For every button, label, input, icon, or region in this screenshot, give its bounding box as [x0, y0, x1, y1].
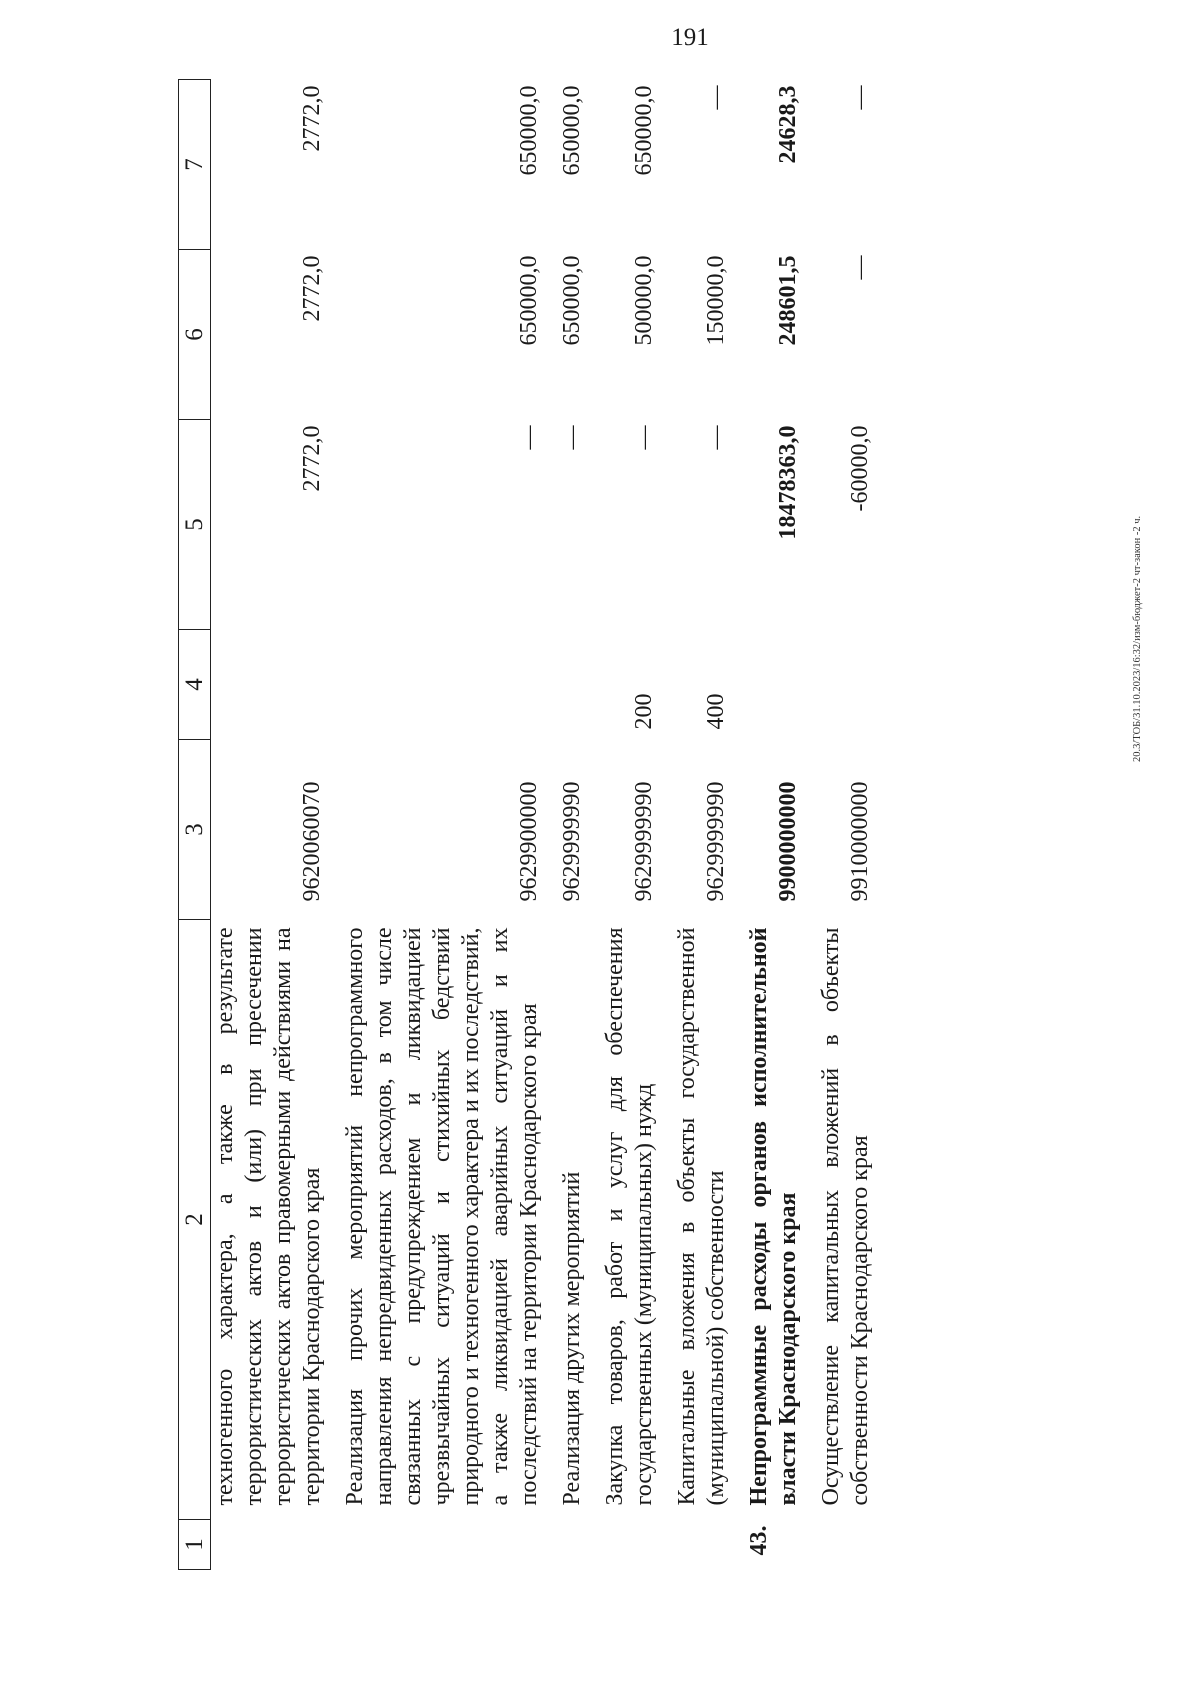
footer-code: 20.3/ТОБ/31.10.2023/16:32/изм-бюджет-2 чт-закон -2 ч. [1132, 515, 1143, 762]
row-code: 9629999990 [559, 781, 585, 902]
row-number [659, 1520, 731, 1570]
row-value-7: — [703, 85, 729, 110]
row-name: Реализация прочих мероприятий непрограммного направления непредвиденных расходов, в том числе связанных с предупреждением и ликвидацией чрезвычайных ситуаций и стихийных бедствий природного и техногенного характера и их последствий, а также ликвидацией аварийных ситуаций и их последствий на территории Краснодарского края [342, 927, 542, 1506]
table-row-section-total [731, 80, 803, 1570]
row-value-5: — [516, 425, 542, 450]
row-name: Непрограммные расходы органов исполнительной власти Краснодарского края [746, 927, 801, 1506]
row-number [544, 1520, 587, 1570]
row-number: 43. [746, 1525, 772, 1556]
budget-table-rotated [178, 80, 1058, 1570]
row-name: Осуществление капитальных вложений в объекты собственности Краснодарского края [818, 927, 873, 1506]
row-number [211, 1520, 328, 1570]
table-header-row [179, 80, 211, 1570]
row-kind [211, 630, 328, 740]
row-code: 9629999990 [703, 781, 729, 902]
row-code: 9900000000 [775, 781, 801, 902]
header-col-7: 7 [179, 80, 211, 250]
row-code: 9629999990 [631, 781, 657, 902]
row-value-5: 2772,0 [299, 425, 325, 492]
row-kind: 200 [631, 693, 657, 730]
row-code: 9629900000 [516, 781, 542, 902]
table-row [211, 80, 328, 1570]
row-kind [803, 630, 875, 740]
header-col-2: 2 [179, 920, 211, 1520]
row-code: 9910000000 [847, 781, 873, 902]
row-value-7: 650000,0 [631, 85, 657, 176]
row-kind [731, 630, 803, 740]
row-name: Капитальные вложения в объекты государственной (муниципальной) собственности [674, 927, 729, 1506]
row-name: Закупка товаров, работ и услуг для обеспечения государственных (муниципальных) нужд [602, 927, 657, 1506]
table-row [544, 80, 587, 1570]
row-number [327, 1520, 544, 1570]
header-col-4: 4 [179, 630, 211, 740]
row-code: 9620060070 [299, 781, 325, 902]
row-value-6: 2772,0 [299, 255, 325, 322]
row-value-6: — [847, 255, 873, 280]
row-number [587, 1520, 659, 1570]
row-number [803, 1520, 875, 1570]
row-value-7: 24628,3 [775, 85, 801, 164]
row-value-5: — [703, 425, 729, 450]
row-value-5: — [631, 425, 657, 450]
row-value-6: 150000,0 [703, 255, 729, 346]
header-col-1: 1 [179, 1520, 211, 1570]
row-value-6: 248601,5 [775, 255, 801, 346]
row-value-7: — [847, 85, 873, 110]
row-value-6: 650000,0 [516, 255, 542, 346]
table-row [659, 80, 731, 1570]
header-col-6: 6 [179, 250, 211, 420]
table-row [587, 80, 659, 1570]
row-value-7: 650000,0 [559, 85, 585, 176]
row-kind [544, 630, 587, 740]
row-name: техногенного характера, а также в результате террористических актов и (или) при пресечении террористических актов правомерными действиями на территории Краснодарского края [212, 927, 325, 1506]
header-col-5: 5 [179, 420, 211, 630]
row-value-5: 18478363,0 [775, 425, 801, 540]
page-number: 191 [671, 24, 709, 51]
row-value-5: — [559, 425, 585, 450]
table-row [803, 80, 875, 1570]
row-value-6: 500000,0 [631, 255, 657, 346]
row-value-5: -60000,0 [847, 425, 873, 512]
row-value-7: 650000,0 [516, 85, 542, 176]
header-col-3: 3 [179, 740, 211, 920]
row-name: Реализация других мероприятий [559, 1171, 585, 1506]
row-value-7: 2772,0 [299, 85, 325, 152]
budget-table [178, 79, 875, 1570]
row-value-6: 650000,0 [559, 255, 585, 346]
row-kind [327, 630, 544, 740]
row-kind: 400 [703, 693, 729, 730]
table-row [327, 80, 544, 1570]
